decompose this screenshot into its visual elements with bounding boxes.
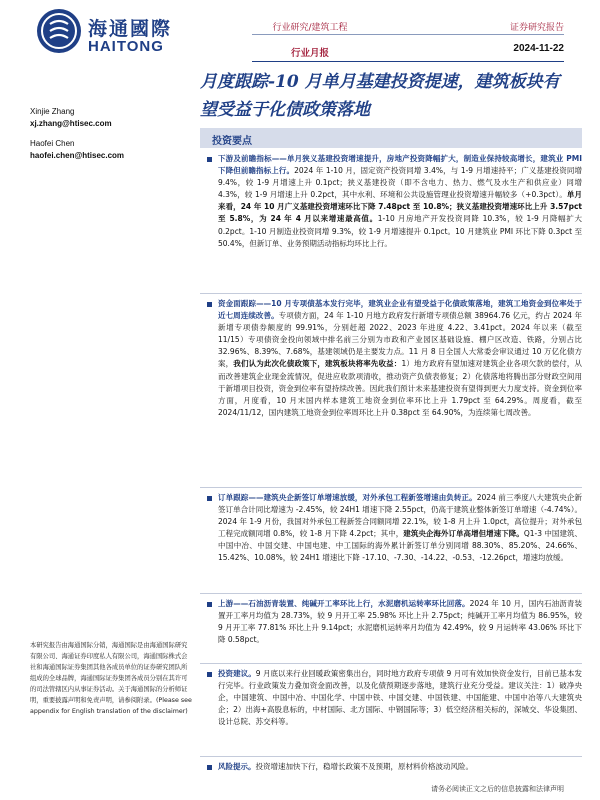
key-point-item [200, 492, 582, 587]
square-bullet-icon [207, 496, 212, 501]
author-entry [30, 138, 190, 162]
key-point-lead: 上游——石油沥青装置、纯碱开工率环比上行，水泥磨机运转率环比回落。 [218, 599, 470, 608]
key-point-body: 2024 前三季度八大建筑央企新签订单合计同比增速为 -2.45%，较 24H1 增速下降 2.55pct，仍高于建筑业整体新签订单增速（-4.74%）。2024 年 1-9 月份，我国对外承包工程新签合同额同增 22.1%，较 1-8 月上升 1.0pct，高位提升；对外承包工程完成额同增 0.8%，较 1-8 月下降 4.2pct；其中， [218, 493, 582, 539]
author-name: Xinjie Zhang [30, 107, 75, 116]
section-divider [200, 593, 582, 594]
key-point-body: 投资增速加快下行，稳增长政策不及预期，原材料价格波动风险。 [255, 762, 473, 771]
key-points [200, 153, 582, 775]
haitong-logo-mark [36, 8, 82, 54]
key-point-item [200, 761, 582, 775]
section-heading: 投资要点 [200, 128, 582, 148]
section-divider [200, 293, 582, 294]
company-logo [36, 8, 206, 58]
key-point-lead: 风险提示。 [218, 762, 256, 771]
industry-category: 行业研究/建筑工程 [272, 23, 348, 33]
square-bullet-icon [207, 602, 212, 607]
square-bullet-icon [207, 157, 212, 162]
section-divider [200, 487, 582, 488]
key-point-lead: 下游及前瞻指标——单月狭义基建投资增速提升，房地产投资降幅扩大，制造业保持较高增长，建筑业 PMI 下降但前瞻指标上行。 [218, 154, 582, 176]
author-list [30, 106, 190, 170]
key-point-item [200, 668, 582, 750]
logo-text-en: HAITONG [88, 38, 164, 55]
report-type: 证券研究报告 [509, 23, 564, 33]
key-point-item [200, 598, 582, 657]
header-divider [252, 34, 564, 35]
key-point-tail: 1-10 月房地产开发投资同降 10.3%，较 1-9 月降幅扩大 0.2pct。1-10 月制造业投资同增 9.3%，较 1-9 月增速提升 0.1pct。10 月建筑业 PMI 环比下降 0.3pct 至 50.4%，但新订单、业务预期活动指标均环比上行。 [218, 214, 582, 248]
header-center [255, 20, 365, 59]
author-email[interactable]: xj.zhang@htisec.com [30, 119, 112, 128]
key-point-tail: Q1-3 中国建筑、中国中冶、中国交建、中国电建、中工国际的海外累计新签订单分别同增 88.30%、85.20%、24.66%、15.42%、10.08%，较 24H1 增速比下降 -17.10、-7.30、-14.22、-0.53、-12.26pct，增速均放缓。 [218, 529, 582, 563]
key-point-lead: 订单跟踪——建筑央企新签订单增速放缓，对外承包工程新签增速由负转正。 [218, 493, 477, 502]
report-date: 2024-11-22 [513, 43, 564, 54]
header-divider-bottom [252, 61, 564, 62]
key-point-tail: 1）地方政府有望加速对建筑企业各项欠款的偿付，从而改善建筑企业现金流情况，促进应收款项清收，推动资产负债表修复；2）化债落地将腾出部分财政空间用于新增项目投资，资金到位率有望持续改善。因此我们预计未来基建投资有望得到更大力度支持。资金到位率方面，月度看，10 月末国内样本建筑工地资金到位率环比上升 1.79pct 至 64.29%。周度看，截至 2024/11/12，国内建筑工地资金到位率周环比上升 0.38pct 至 64.90%，为连续第七周改善。 [218, 359, 582, 417]
header-right [510, 20, 564, 54]
key-point-highlight: 建筑央企海外订单高增但增速下降。 [403, 529, 524, 539]
key-point-lead: 资金面跟踪——10 月专项债基本发行完毕，建筑业企业有望受益于化债政策落地，建筑工地资金到位率处于近七周连续改善。 [218, 299, 582, 321]
key-point-body: 2024 年 10 月，国内石油沥青装置开工率月均值为 28.73%，较 9 月开工率 25.98% 环比上升 2.75pct；纯碱开工率月均值为 86.95%，较 9 月开工率 77.81% 环比上升 9.14pct；水泥磨机运转率月均值为 42.49%，较 9 月运转率 43.06% 环比下降 0.58pct。 [218, 599, 582, 645]
report-title: 月度跟踪-10 月单月基建投资提速，建筑板块有望受益于化债政策落地 [200, 72, 560, 120]
distribution-disclaimer: 本研究报告由海通国际分销，海通国际是由海通国际研究有限公司、海通证券印度私人有限公司，海通国际株式会社和海通国际证券集团其他各成员单位的证券研究团队所组成的全球品牌，海通国际证券集团各成员分别在其许可的司法管辖区内从事证券活动。关于海通国际的分析师证明，重要披露声明和免责声明，请参阅附录。(Please see appendix for English translation of the disclaimer) [30, 642, 192, 715]
section-divider [200, 756, 582, 757]
section-divider [200, 663, 582, 664]
key-point-lead: 投资建议。 [218, 669, 256, 678]
author-email[interactable]: haofei.chen@htisec.com [30, 151, 125, 160]
report-kind: 行业月报 [290, 48, 329, 59]
page-footer: 请务必阅读正文之后的信息披露和法律声明 [431, 785, 564, 793]
key-point-highlight: 单月来看，24 年 10 月广义基建投资增速环比下降 7.48pct 至 10.8%；狭义基建投资增速环比上升 3.57pct 至 5.8%，为 24 年 4 月以来增速最高值。 [218, 190, 582, 224]
key-point-body: 2024 年 1-10 月，固定资产投资同增 3.4%，与 1-9 月增速持平；广义基建投资同增 9.4%，较 1-9 月增速上升 0.1pct；狭义基建投资（即不含电力、热力、燃气及水生产和供应业）同增 4.3%，较 1-9 月增速上升 0.2pct，其中水利、环境和公共设施管理业投资增速升幅较多（+0.3pct）。 [218, 166, 582, 200]
key-point-item [200, 153, 582, 287]
square-bullet-icon [207, 672, 212, 677]
logo-text-cn: 海通國際 [88, 18, 173, 40]
key-point-body: 专项债方面，24 年 1-10 月地方政府发行新增专项债总额 38964.76 亿元，约占 2024 年新增专项债券额度的 99.91%，分别赶超 2022、2023 年进度 4.22、3.41pct。2024 年以来（截至 11/15）专项债资金投向领域中排名前三分别为市政和产业园区基础设施、棚户区改造、铁路，分别占比 32.96%、8.39%、7.68%，基建领域仍是主要发力点。11 月 8 日全国人大常委会审议通过 10 万亿化债方案， [218, 311, 582, 369]
author-entry [30, 106, 190, 130]
key-point-item [200, 298, 582, 481]
square-bullet-icon [207, 302, 212, 307]
author-name: Haofei Chen [30, 139, 75, 148]
key-point-body: 9 月底以来行业回暖政策密集出台，同时地方政府专项债 9 月可有效加快资金发行，目前已基本发行完毕。行业政策发力叠加资金面改善，以及化债预期逐步落地，建筑行业充分受益。建议关注：1）破净央企，中国建筑、中国中冶、中国化学、中国中铁、中国交建、中国铁建、中国能建、中国中冶等八大建筑央企；2）出海+高股息标的，中材国际、北方国际、中钢国际等；3）低空经济相关标的，深城交、华设集团、设计总院、苏交科等。 [218, 669, 582, 727]
key-point-highlight: 我们认为此次化债政策下，建筑板块将率先收益： [233, 359, 402, 369]
square-bullet-icon [207, 765, 212, 770]
